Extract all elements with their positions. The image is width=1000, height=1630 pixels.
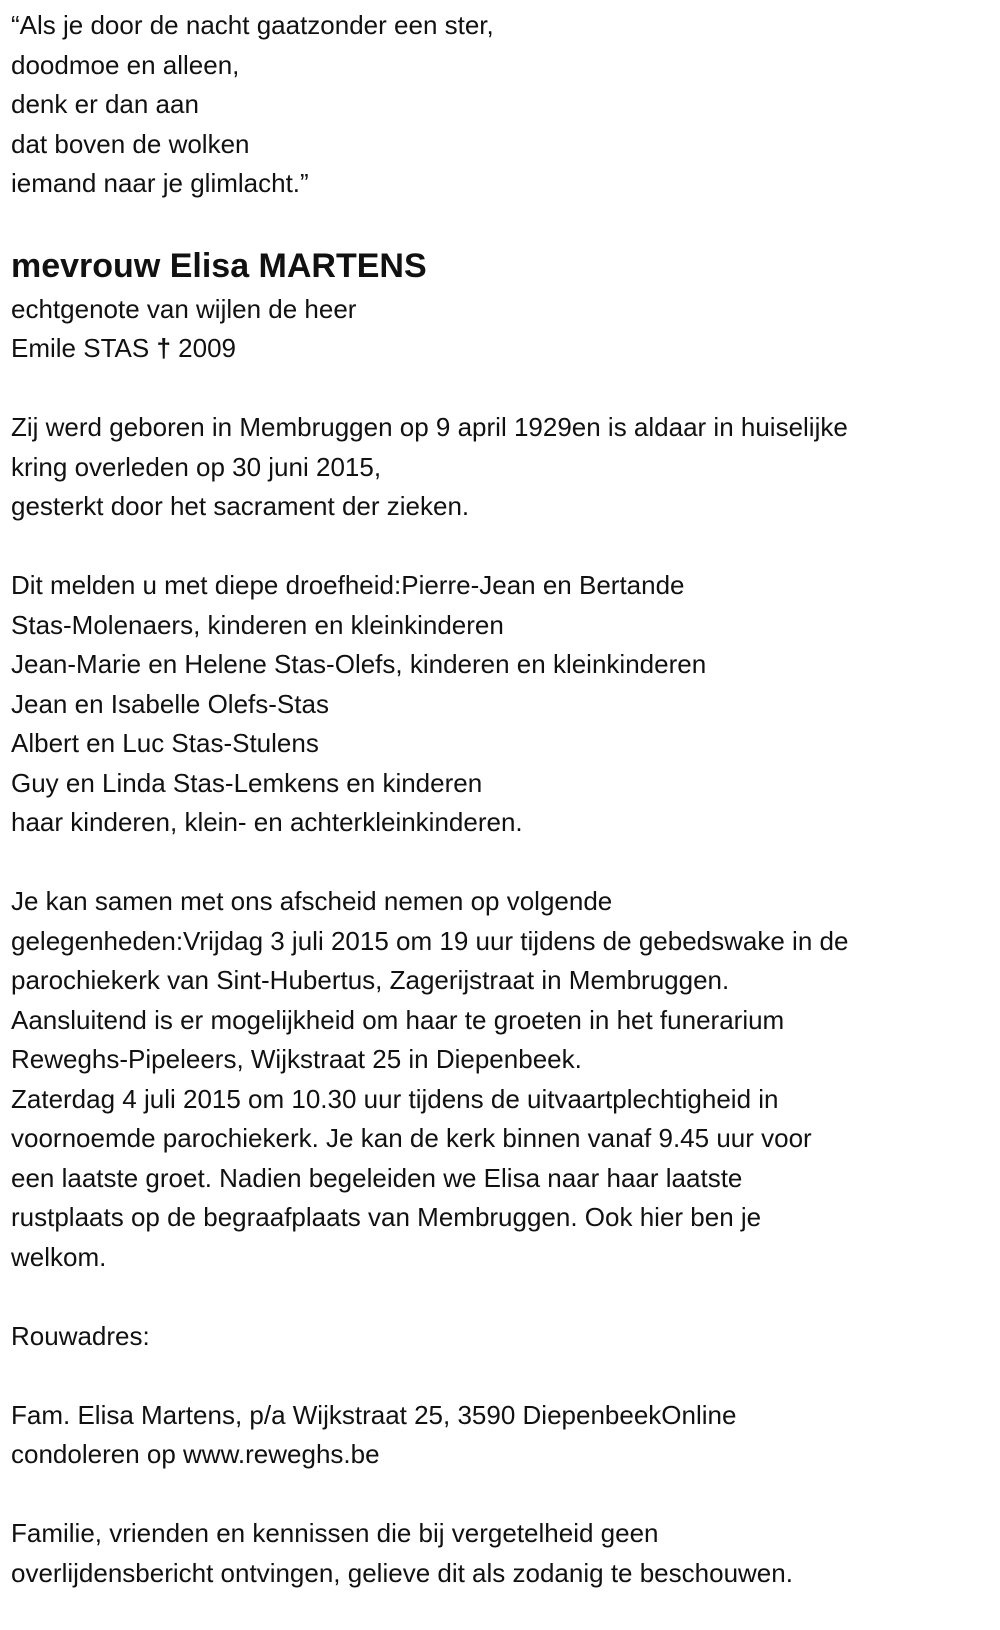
rouwadres-label — [11, 1317, 1000, 1357]
text-line: Zij werd geboren in Membruggen op 9 april 1929en is aldaar in huiselijke — [11, 412, 848, 442]
text-line: Je kan samen met ons afscheid nemen op volgende — [11, 886, 613, 916]
spouse-block — [11, 290, 1000, 369]
birth-death-paragraph — [11, 408, 1000, 527]
quote-line: doodmoe en alleen, — [11, 49, 240, 80]
text-line: Guy en Linda Stas-Lemkens en kinderen — [11, 767, 483, 798]
text-line: condoleren op www.reweghs.be — [11, 1439, 380, 1469]
spouse-death-year: 2009 — [178, 333, 236, 363]
text-line: Fam. Elisa Martens, p/a Wijkstraat 25, 3590 DiepenbeekOnline — [11, 1399, 737, 1430]
deceased-name: mevrouw Elisa MARTENS — [11, 246, 427, 285]
text-line: Jean-Marie en Helene Stas-Olefs, kinderen en kleinkinderen — [11, 649, 707, 679]
text-line: Familie, vrienden en kennissen die bij vergetelheid geen — [11, 1518, 659, 1548]
text-line: gesterkt door het sacrament der zieken. — [11, 491, 470, 521]
spouse-name-line — [11, 329, 1000, 369]
quote-line: denk er dan aan — [11, 89, 199, 119]
text-line: Dit melden u met diepe droefheid:Pierre-Jean en Bertande — [11, 570, 685, 600]
text-line: Reweghs-Pipeleers, Wijkstraat 25 in Diepenbeek. — [11, 1044, 582, 1074]
address-paragraph — [11, 1396, 1000, 1475]
quote-line: “Als je door de nacht gaatzonder een ster, — [11, 10, 494, 40]
text-line: een laatste groet. Nadien begeleiden we Elisa naar haar laatste — [11, 1162, 743, 1193]
quote-block — [11, 6, 1000, 204]
text-line: Aansluitend is er mogelijkheid om haar te groeten in het funerarium — [11, 1004, 785, 1035]
closing-paragraph — [11, 1514, 1000, 1593]
text-line: haar kinderen, klein- en achterkleinkinderen. — [11, 807, 523, 837]
quote-line: iemand naar je glimlacht.” — [11, 168, 309, 198]
text-line: gelegenheden:Vrijdag 3 juli 2015 om 19 uur tijdens de gebedswake in de — [11, 925, 849, 956]
text-line: overlijdensbericht ontvingen, gelieve dit als zodanig te beschouwen. — [11, 1557, 793, 1588]
ceremony-paragraph — [11, 882, 1000, 1277]
text-line: rustplaats op de begraafplaats van Membruggen. Ook hier ben je — [11, 1202, 762, 1232]
text-line: Stas-Molenaers, kinderen en kleinkinderen — [11, 609, 504, 640]
quote-line: dat boven de wolken — [11, 128, 250, 159]
text-line: parochiekerk van Sint-Hubertus, Zagerijstraat in Membruggen. — [11, 965, 730, 995]
text-line: Rouwadres: — [11, 1320, 150, 1351]
spouse-line: echtgenote van wijlen de heer — [11, 293, 357, 324]
text-line: Zaterdag 4 juli 2015 om 10.30 uur tijdens de uitvaartplechtigheid in — [11, 1083, 779, 1114]
text-line: voornoemde parochiekerk. Je kan de kerk binnen vanaf 9.45 uur voor — [11, 1123, 812, 1153]
family-paragraph — [11, 566, 1000, 843]
text-line: kring overleden op 30 juni 2015, — [11, 451, 382, 482]
text-line: welkom. — [11, 1241, 107, 1272]
spouse-name: Emile STAS — [11, 333, 150, 363]
cross-icon: † — [156, 333, 171, 363]
text-line: Albert en Luc Stas-Stulens — [11, 728, 319, 758]
text-line: Jean en Isabelle Olefs-Stas — [11, 688, 329, 719]
